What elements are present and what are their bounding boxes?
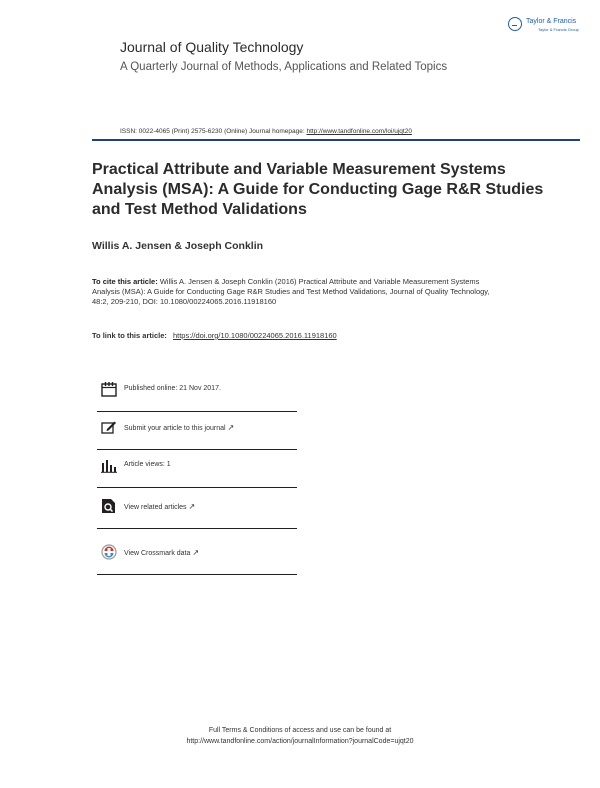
citation-text: Willis A. Jensen & Joseph Conklin (2016) Practical Attribute and Variable Measurement Systems Analysis (MSA): A Guide for Conducting Gage R&R Studies and Test Method Validations, Journal of Quality Technology, 48:2, 209-210, DOI: xyxy=(92,277,490,306)
external-link-icon: ↗ xyxy=(188,502,196,511)
footer-terms-link[interactable]: http://www.tandfonline.com/action/journalInformation?journalCode=ujqt20 xyxy=(186,738,414,745)
submit-article-link[interactable] xyxy=(124,423,234,432)
crossmark-icon xyxy=(101,544,117,560)
citation-block xyxy=(92,277,492,307)
issn-line xyxy=(120,128,412,135)
article-authors: Willis A. Jensen & Joseph Conklin xyxy=(92,240,264,252)
article-link-line xyxy=(92,331,337,340)
crossmark-link[interactable] xyxy=(124,548,199,557)
related-search-icon xyxy=(101,498,117,514)
calendar-icon xyxy=(101,381,117,397)
publisher-name: Taylor & Francis xyxy=(526,18,577,25)
journal-homepage-link[interactable]: http://www.tandfonline.com/loi/ujqt20 xyxy=(306,128,412,135)
article-doi-link[interactable]: https://doi.org/10.1080/00224065.2016.11918160 xyxy=(172,331,337,340)
publisher-tagline: Taylor & Francis Group xyxy=(538,27,579,32)
issn-text: ISSN: 0022-4065 (Print) 2575-6230 (Online) Journal homepage: xyxy=(120,128,307,135)
footer-terms-line: Full Terms & Conditions of access and use can be found at xyxy=(208,727,392,734)
publisher-logo-icon xyxy=(508,17,522,31)
meta-crossmark[interactable] xyxy=(97,537,297,575)
footer xyxy=(0,725,600,747)
external-link-icon: ↗ xyxy=(192,548,200,557)
meta-published xyxy=(97,374,297,412)
bar-chart-icon xyxy=(101,457,117,473)
article-views: Article views: 1 xyxy=(124,461,171,468)
header-divider xyxy=(92,139,580,141)
edit-icon xyxy=(101,419,117,435)
related-articles-label: View related articles xyxy=(124,504,187,511)
related-articles-link[interactable] xyxy=(124,502,195,511)
article-title: Practical Attribute and Variable Measurement Systems Analysis (MSA): A Guide for Conducting Gage R&R Studies and Test Method Validations xyxy=(92,161,544,218)
publisher-logo xyxy=(508,14,588,38)
citation-label: To cite this article: xyxy=(92,277,158,286)
meta-views xyxy=(97,450,297,488)
crossmark-label: View Crossmark data xyxy=(124,550,191,557)
journal-subtitle: A Quarterly Journal of Methods, Applications and Related Topics xyxy=(120,61,448,73)
published-date: Published online: 21 Nov 2017. xyxy=(124,385,221,392)
journal-title: Journal of Quality Technology xyxy=(120,39,304,55)
meta-submit[interactable] xyxy=(97,412,297,450)
citation-doi[interactable]: 10.1080/00224065.2016.11918160 xyxy=(159,297,277,306)
submit-article-label: Submit your article to this journal xyxy=(124,425,226,432)
external-link-icon: ↗ xyxy=(227,423,235,432)
article-link-label: To link to this article: xyxy=(92,331,167,340)
meta-related[interactable] xyxy=(97,491,297,529)
